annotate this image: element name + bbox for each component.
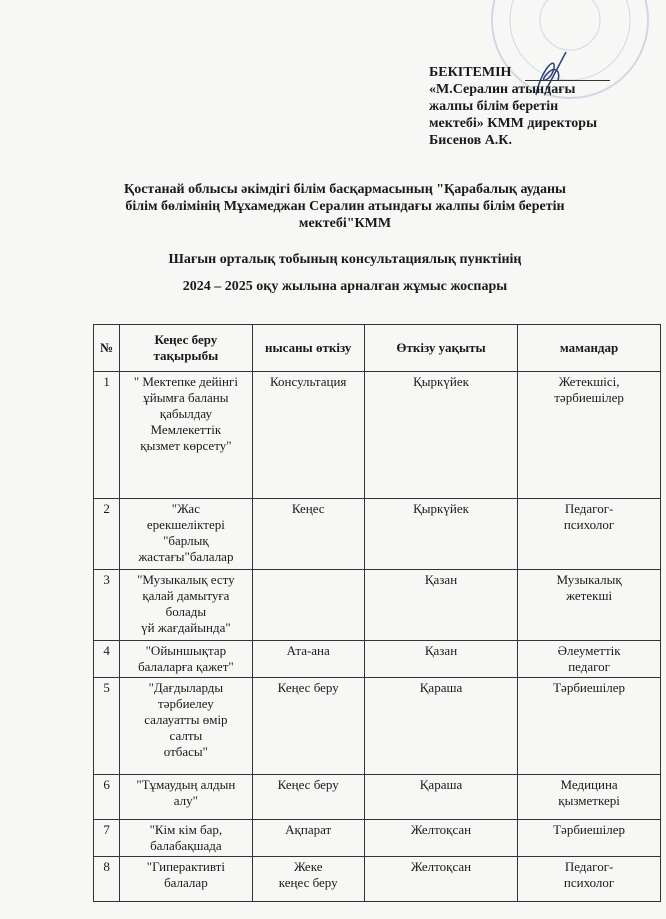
cell-num: 2 <box>94 499 120 570</box>
cell-staff-line: қызметкері <box>558 793 620 808</box>
cell-staff-line: педагог <box>568 659 610 674</box>
cell-topic-line: үй жағдайында" <box>141 620 231 635</box>
cell-topic-line: алу" <box>173 793 198 808</box>
table-row <box>94 570 661 641</box>
cell-topic-line: жастағы"балалар <box>138 549 234 564</box>
cell-form-line: Ақпарат <box>285 822 332 837</box>
header-staff: мамандар <box>518 325 661 372</box>
cell-form <box>252 641 364 678</box>
cell-time: Желтоқсан <box>364 820 517 857</box>
cell-staff <box>518 570 661 641</box>
cell-form <box>252 499 364 570</box>
cell-topic <box>120 775 252 820</box>
cell-topic-line: қызмет көрсету" <box>140 438 232 453</box>
cell-topic <box>120 678 252 775</box>
cell-staff-line: Әлеуметтік <box>557 643 621 658</box>
cell-form <box>252 372 364 499</box>
cell-num: 3 <box>94 570 120 641</box>
cell-staff-line: Педагог- <box>564 501 614 516</box>
cell-form-line: Кеңес беру <box>277 777 339 792</box>
cell-topic-line: " Мектепке дейінгі <box>133 374 238 389</box>
approval-line: Бисенов А.К. <box>429 133 512 148</box>
cell-staff <box>518 678 661 775</box>
cell-form <box>252 678 364 775</box>
cell-staff <box>518 372 661 499</box>
document-subtitle-year: 2024 – 2025 оқу жылына арналған жұмыс жоспары <box>182 279 508 294</box>
cell-time: Қараша <box>364 775 517 820</box>
header-topic: Кеңес беру тақырыбы <box>120 325 252 372</box>
table-row <box>94 641 661 678</box>
cell-form-line: Кеңес беру <box>277 680 339 695</box>
signature-line <box>525 80 610 81</box>
table-row <box>94 372 661 499</box>
cell-form <box>252 570 364 641</box>
approval-block <box>429 64 659 149</box>
table-row <box>94 820 661 857</box>
cell-num: 5 <box>94 678 120 775</box>
cell-form <box>252 775 364 820</box>
cell-topic <box>120 641 252 678</box>
cell-time: Қазан <box>364 641 517 678</box>
table-body <box>94 372 661 902</box>
cell-topic-line: "Гиперактивті <box>146 859 225 874</box>
cell-form-line: кеңес беру <box>278 875 338 890</box>
cell-staff-line: жетекші <box>566 588 613 603</box>
cell-topic-line: "Музыкалық есту <box>137 572 235 587</box>
cell-staff-line: психолог <box>563 875 615 890</box>
cell-num: 4 <box>94 641 120 678</box>
document-subtitle: Шағын орталық тобының консультациялық пунктінің <box>168 252 522 267</box>
approval-line: жалпы білім беретін <box>429 99 559 114</box>
cell-topic <box>120 372 252 499</box>
table-header-row <box>94 325 661 372</box>
work-plan-table <box>93 324 661 902</box>
cell-form-line: Жеке <box>293 859 323 874</box>
cell-topic-line: Мемлекеттік <box>150 422 222 437</box>
cell-topic-line: "Жас <box>171 501 200 516</box>
table-row <box>94 857 661 902</box>
cell-form-line: Кеңес <box>291 501 325 516</box>
table-row <box>94 678 661 775</box>
cell-staff <box>518 775 661 820</box>
cell-num: 8 <box>94 857 120 902</box>
cell-topic-line: салауатты өмір <box>144 712 228 727</box>
cell-form <box>252 820 364 857</box>
cell-staff-line: психолог <box>563 517 615 532</box>
cell-form-line: Консультация <box>269 374 347 389</box>
cell-topic-line: "Дағдыларды <box>148 680 224 695</box>
cell-topic-line: болады <box>165 604 207 619</box>
title-line: мектебі"КММ <box>298 216 392 231</box>
title-line: Қостанай облысы әкімдігі білім басқармасының "Қарабалық ауданы <box>124 182 566 197</box>
cell-form <box>252 857 364 902</box>
cell-topic <box>120 820 252 857</box>
cell-staff-line: Медицина <box>560 777 618 792</box>
cell-time: Желтоқсан <box>364 857 517 902</box>
header-time: Өткізу уақыты <box>364 325 517 372</box>
cell-time: Қыркүйек <box>364 499 517 570</box>
cell-staff-line: Тәрбиешілер <box>553 822 626 837</box>
header-form: нысаны өткізу <box>252 325 364 372</box>
cell-num: 7 <box>94 820 120 857</box>
approval-line: «М.Сералин атындағы <box>429 82 576 97</box>
cell-topic-line: "барлық <box>163 533 209 548</box>
cell-time: Қазан <box>364 570 517 641</box>
cell-staff-line: тәрбиешілер <box>554 390 624 405</box>
cell-topic-line: "Кім кім бар, <box>149 822 223 837</box>
cell-num: 1 <box>94 372 120 499</box>
cell-topic-line: балаларға қажет" <box>138 659 234 674</box>
table-row <box>94 775 661 820</box>
cell-staff-line: Жетекшісі, <box>558 374 620 389</box>
cell-topic-line: "Тұмаудың алдын <box>136 777 236 792</box>
cell-num: 6 <box>94 775 120 820</box>
cell-topic-line: балабақшада <box>150 838 222 853</box>
cell-topic-line: қалай дамытуға <box>142 588 230 603</box>
cell-staff <box>518 499 661 570</box>
cell-topic <box>120 857 252 902</box>
cell-topic-line: ұйымға баланы <box>143 390 229 405</box>
cell-staff <box>518 641 661 678</box>
cell-topic-line: салты <box>169 728 203 743</box>
cell-staff <box>518 820 661 857</box>
cell-time: Қараша <box>364 678 517 775</box>
cell-topic-line: балалар <box>164 875 208 890</box>
header-num: № <box>94 325 120 372</box>
title-line: білім бөлімінің Мұхамеджан Сералин атындағы жалпы білім беретін <box>125 199 565 214</box>
cell-topic <box>120 570 252 641</box>
cell-staff-line: Тәрбиешілер <box>553 680 626 695</box>
approval-line: мектебі» КММ директоры <box>429 116 597 131</box>
cell-topic-line: ерекшеліктері <box>146 517 225 532</box>
cell-staff <box>518 857 661 902</box>
table-row <box>94 499 661 570</box>
cell-topic-line: "Ойыншықтар <box>145 643 227 658</box>
cell-staff-line: Музыкалық <box>556 572 622 587</box>
cell-form-line: Ата-ана <box>286 643 330 658</box>
cell-topic-line: қабылдау <box>159 406 212 421</box>
document-title <box>80 181 610 232</box>
approval-heading: БЕКІТЕМІН <box>429 65 512 80</box>
cell-topic-line: отбасы" <box>163 744 208 759</box>
cell-topic <box>120 499 252 570</box>
cell-staff-line: Педагог- <box>564 859 614 874</box>
cell-topic-line: тәрбиелеу <box>158 696 214 711</box>
cell-time: Қыркүйек <box>364 372 517 499</box>
